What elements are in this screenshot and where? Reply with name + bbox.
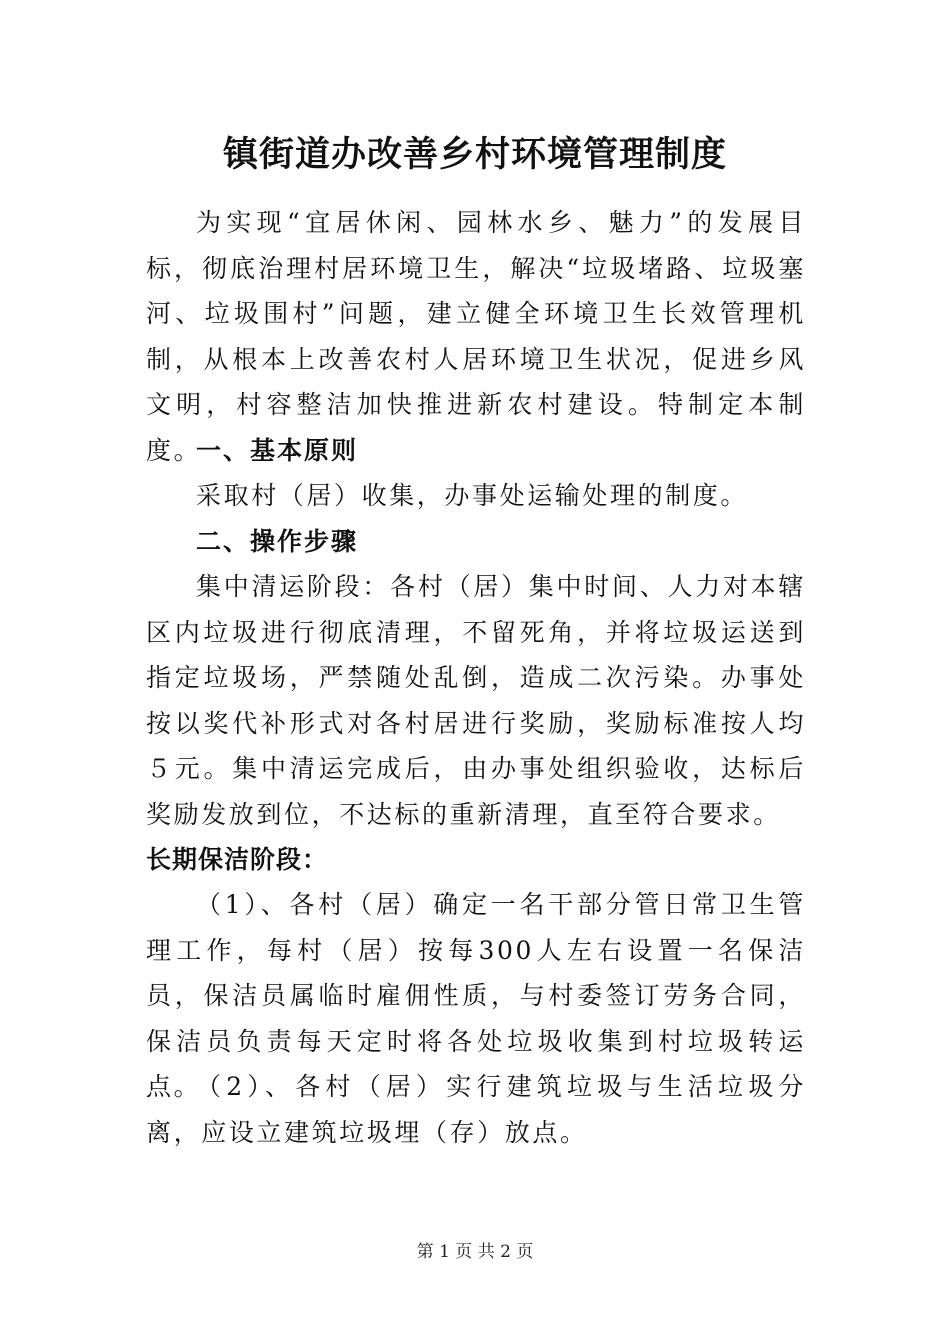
page-number-footer: 第 1 页 共 2 页: [416, 1242, 534, 1262]
long-term-item-1: （1）、各村（居）确定一名干部分管日常卫生管理工作，每村（居）按每300人左右设置一名保洁员，保洁员属临时雇佣性质，与村委签订劳务合同，保洁员负责每天定时将各处垃圾收集到村垃圾转运点。: [146, 890, 806, 1101]
document-title: 镇街道办改善乡村环境管理制度: [222, 134, 727, 175]
intro-paragraph: 为实现“宜居休闲、园林水乡、魅力”的发展目标，彻底治理村居环境卫生，解决“垃圾堵路、垃圾塞河、垃圾围村”问题，建立健全环境卫生长效管理机制，从根本上改善农村人居环境卫生状况，促进乡风文明，村容整洁加快推进新农村建设。特制定本制度。: [146, 208, 806, 465]
section-heading-steps: 二、操作步骤: [196, 527, 359, 556]
long-term-item-2: （2）、各村（居）实行建筑垃圾与生活垃圾分离，应设立建筑垃圾埋（存）放点。: [146, 1072, 806, 1147]
section-heading-long-term: 长期保洁阶段：: [146, 845, 329, 874]
principles-paragraph: 采取村（居）收集，办事处运输处理的制度。: [196, 481, 749, 510]
section-heading-principles: 一、基本原则: [196, 436, 359, 465]
steps-paragraph: 集中清运阶段：各村（居）集中时间、人力对本辖区内垃圾进行彻底清理，不留死角，并将垃圾运送到指定垃圾场，严禁随处乱倒，造成二次污染。办事处按以奖代补形式对各村居进行奖励，奖励标准按人均５元。集中清运完成后，由办事处组织验收，达标后奖励发放到位，不达标的重新清理，直至符合要求。: [146, 572, 806, 829]
